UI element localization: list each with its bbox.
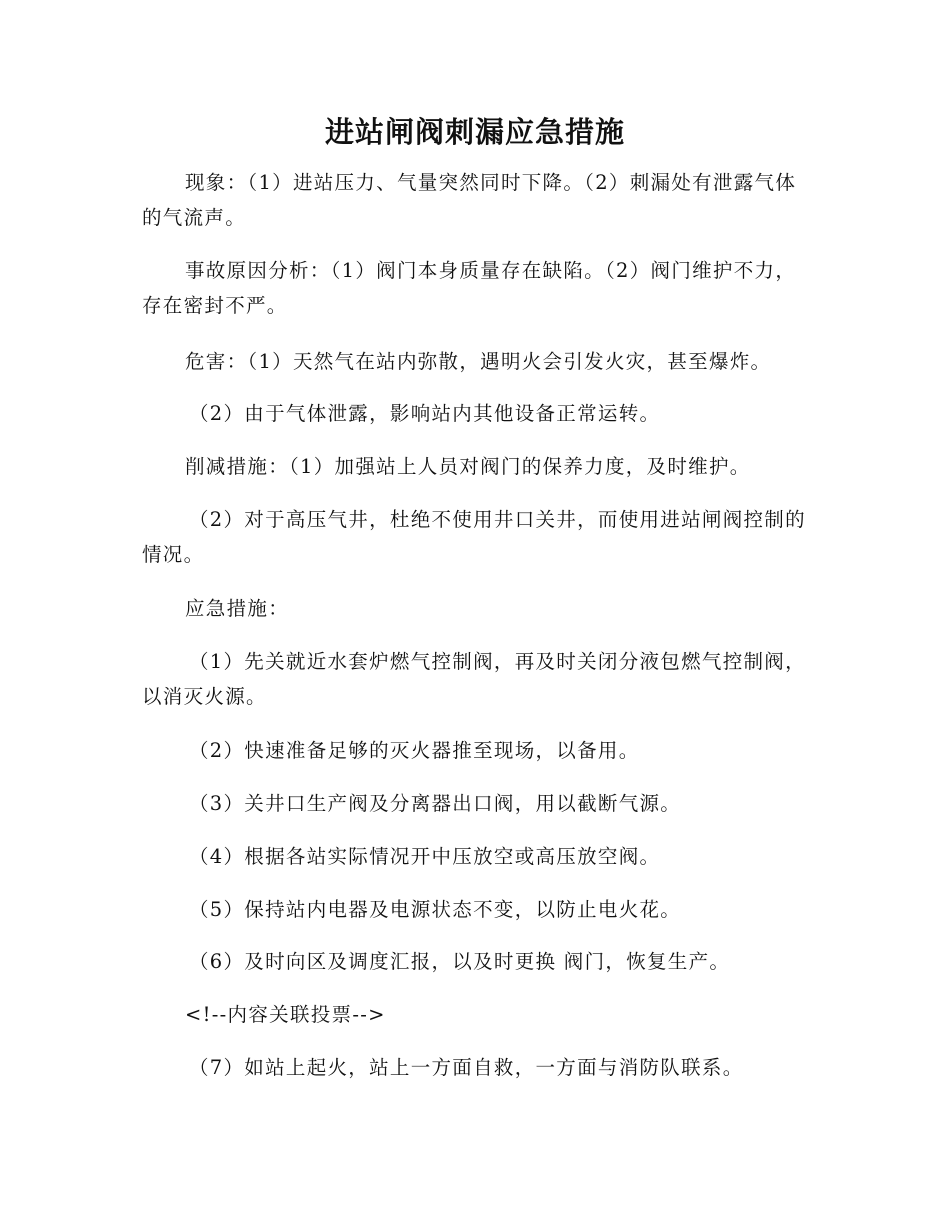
page-title: 进站闸阀刺漏应急措施	[324, 115, 625, 149]
paragraph-vote-comment: <!--内容关联投票-->	[185, 1003, 386, 1026]
paragraph-emergency-step-4: （4）根据各站实际情况开中压放空或高压放空阀。	[189, 845, 661, 868]
paragraph-emergency-step-5: （5）保持站内电器及电源状态不变，以防止电火花。	[189, 898, 682, 921]
paragraph-mitigation-2: （2）对于高压气井，杜绝不使用井口关井，而使用进站闸阀控制的情况。	[142, 508, 806, 566]
paragraph-hazard-2: （2）由于气体泄露，影响站内其他设备正常运转。	[189, 402, 661, 425]
paragraph-emergency-step-1: （1）先关就近水套炉燃气控制阀，再及时关闭分液包燃气控制阀，以消灭火源。	[142, 650, 806, 708]
paragraph-phenomenon: 现象：（1）进站压力、气量突然同时下降。（2）刺漏处有泄露气体的气流声。	[142, 171, 797, 229]
paragraph-hazard-1: 危害：（1）天然气在站内弥散，遇明火会引发火灾，甚至爆炸。	[185, 350, 772, 373]
paragraph-mitigation-1: 削减措施：（1）加强站上人员对阀门的保养力度，及时维护。	[185, 455, 751, 478]
paragraph-cause-analysis: 事故原因分析：（1）阀门本身质量存在缺陷。（2）阀门维护不力，存在密封不严。	[142, 259, 797, 317]
paragraph-emergency-step-3: （3）关井口生产阀及分离器出口阀，用以截断气源。	[189, 792, 682, 815]
paragraph-emergency-heading: 应急措施：	[185, 597, 290, 620]
paragraph-emergency-step-6: （6）及时向区及调度汇报，以及时更换 阀门，恢复生产。	[189, 950, 731, 973]
paragraph-emergency-step-2: （2）快速准备足够的灭火器推至现场，以备用。	[189, 739, 640, 762]
paragraph-emergency-step-7: （7）如站上起火，站上一方面自救，一方面与消防队联系。	[189, 1056, 744, 1079]
